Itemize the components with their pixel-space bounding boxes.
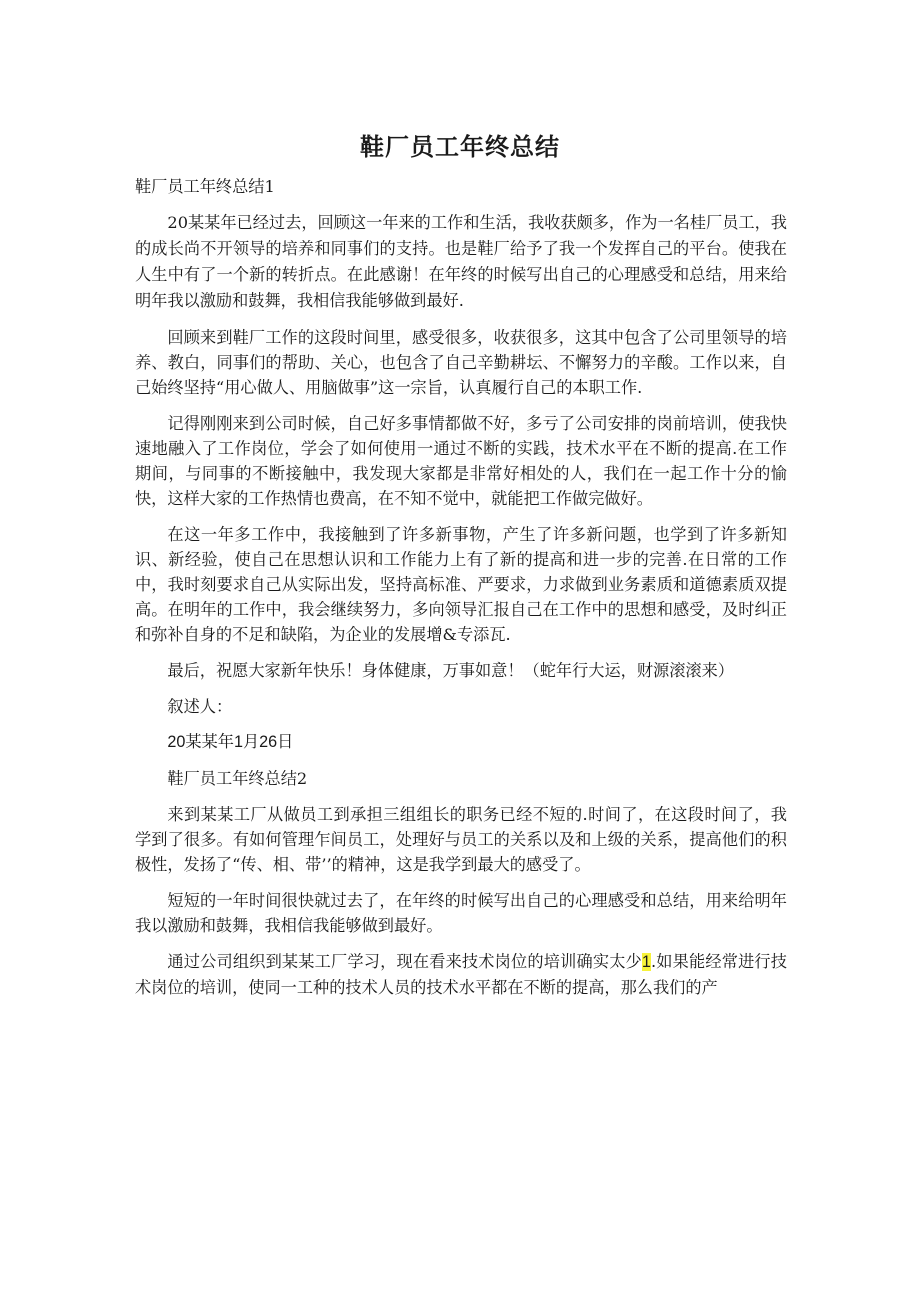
paragraph-text: .如果能经常进行技术岗位的培训，使同一工种的技术人员的技术水平都在不断的提高，那么我们的产 <box>135 952 787 997</box>
closing-line: 最后，祝愿大家新年快乐！身体健康，万事如意！（蛇年行大运，财源滚滚来） <box>167 661 734 680</box>
paragraph: 回顾来到鞋厂工作的这段时间里，感受很多，收获很多，这其中包含了公司里领导的培养、教白，同事们的帮助、关心，也包含了自己辛勤耕坛、不懈努力的辛酸。工作以来，自己始终坚持“用心做人、用脑做事”这一宗旨，认真履行自己的本职工作. <box>135 328 787 397</box>
signature-date: 20某某年1月26日 <box>167 733 294 751</box>
highlighted-number: 1 <box>641 953 651 971</box>
paragraph-text: 通过公司组织到某某工厂学习，现在看来技术岗位的培训确实太少 <box>167 952 642 971</box>
document-body <box>135 174 787 1011</box>
paragraph: 在这一年多工作中，我接触到了许多新事物，产生了许多新问题，也学到了许多新知识、新经验，使自己在思想认识和工作能力上有了新的提高和进一步的完善.在日常的工作中，我时刻要求自己从实际出发，坚持高标准、严要求，力求做到业务素质和道德素质双提高。在明年的工作中，我会继续努力，多向领导汇报自己在工作中的思想和感受，及时纠正和弥补自身的不足和缺陷，为企业的发展增&专添瓦. <box>135 525 787 644</box>
paragraph: 20某某年已经过去，回顾这一年来的工作和生活，我收获颇多，作为一名桂厂员工，我的成长尚不开领导的培养和同事们的支持。也是鞋厂给予了我一个发挥自己的平台。使我在人生中有了一个新的转折点。在此感谢！在年终的时候写出自己的心理感受和总结，用来给明年我以激励和鼓舞，我相信我能够做到最好. <box>135 213 787 310</box>
section-heading-1: 鞋厂员工年终总结1 <box>135 177 275 196</box>
section-heading-2: 鞋厂员工年终总结2 <box>167 769 308 788</box>
paragraph: 短短的一年时间很快就过去了，在年终的时候写出自己的心理感受和总结，用来给明年我以激励和鼓舞，我相信我能够做到最好。 <box>135 891 787 935</box>
paragraph: 记得刚刚来到公司时候，自己好多事情都做不好，多亏了公司安排的岗前培训，使我快速地融入了工作岗位，学会了如何使用一通过不断的实践，技术水平在不断的提高.在工作期间，与同事的不断接触中，我发现大家都是非常好相处的人，我们在一起工作十分的愉快，这样大家的工作热情也费高，在不知不觉中，就能把工作做完做好。 <box>135 414 787 508</box>
paragraph: 来到某某工厂从做员工到承担三组组长的职务已经不短的.时间了，在这段时间了，我学到了很多。有如何管理乍间员工，处理好与员工的关系以及和上级的关系，提高他们的积极性，发扬了“传、相、带’’的精神，这是我学到最大的感受了。 <box>135 805 787 874</box>
document-title: 鞋厂员工年终总结 <box>360 133 560 161</box>
narrator-label: 叙述人： <box>167 697 233 716</box>
paragraph-last <box>135 949 787 1000</box>
